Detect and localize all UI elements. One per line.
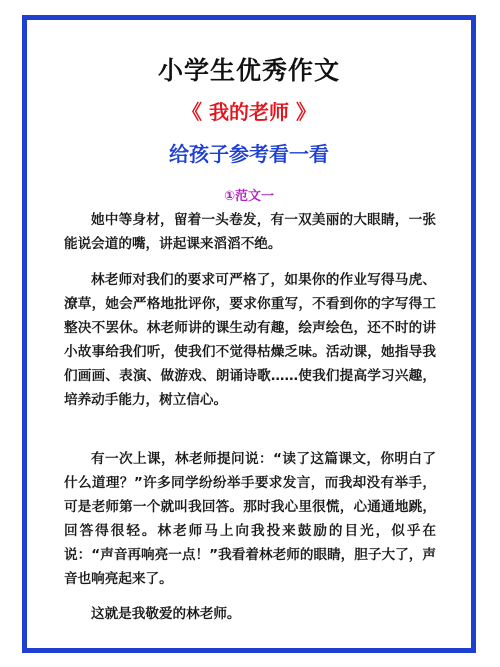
paragraph-1: 她中等身材，留着一头卷发，有一双美丽的大眼睛，一张能说会道的嘴，讲起课来滔滔不绝。 bbox=[64, 212, 436, 252]
essay-title: 《 我的老师 》 bbox=[182, 100, 316, 124]
paragraph-3: 有一次上课，林老师提问说：“读了这篇课文，你明白了什么道理？”许多同学纷纷举手要求发言，而我却没有举手，可是老师第一个就叫我回答。那时我心里很慌，心通通地跳，回答得很轻。林老师马上向我投来鼓励的目光，似乎在说：“声音再响亮一点！”我看着林老师的眼睛，胆子大了，声音也响亮起来了。 bbox=[64, 451, 436, 587]
tagline: 给孩子参考看一看 bbox=[169, 142, 329, 166]
paragraph-4: 这就是我敬爱的林老师。 bbox=[91, 606, 241, 622]
paragraph-2: 林老师对我们的要求可严格了，如果你的作业写得马虎、潦草，她会严格地批评你，要求你重写，不看到你的字写得工整决不罢休。林老师讲的课生动有趣，绘声绘色，还不时的讲小故事给我们听，使我们不觉得枯燥乏味。活动课，她指导我们画画、表演、做游戏、朗诵诗歌……使我们提高学习兴趣，培养动手能力，树立信心。 bbox=[64, 272, 436, 408]
page-title: 小学生优秀作文 bbox=[157, 56, 340, 85]
section-label: ①范文一 bbox=[223, 189, 274, 204]
document-frame bbox=[22, 15, 476, 653]
